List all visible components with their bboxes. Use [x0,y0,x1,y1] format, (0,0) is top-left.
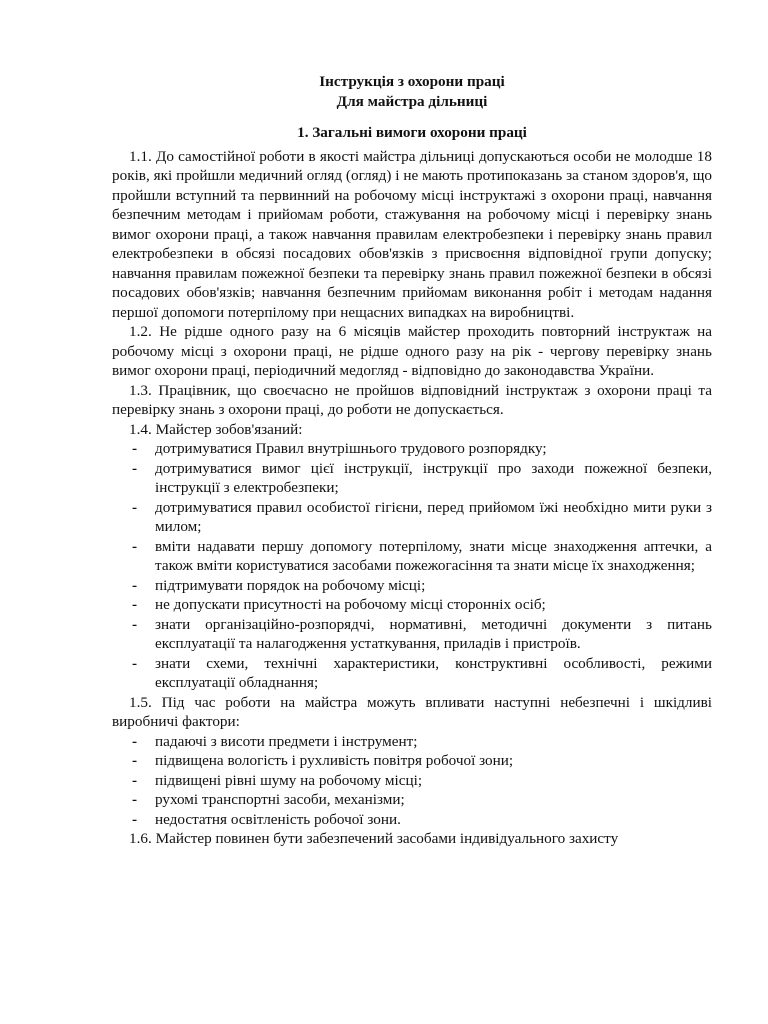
list-item [112,537,712,576]
dash-marker: - [132,791,138,808]
paragraph-1-3: 1.3. Працівник, що своєчасно не пройшов відповідний інструктаж з охорони праці та перевірку знань з охорони праці, до роботи не допускається. [112,381,712,418]
list-item [112,615,712,654]
list-item-text: вміти надавати першу допомогу потерпілому, знати місце знаходження аптечки, а також вміти користуватися засобами пожежогасіння та знати місце їх знаходження; [155,537,712,574]
paragraph-1-4: 1.4. Майстер зобов'язаний: [129,420,303,438]
list-item [112,595,712,615]
document-title: Інструкція з охорони праці [319,73,505,90]
list-item [112,576,712,596]
list-item [112,790,712,810]
list-item [112,751,712,771]
list-item-text: дотримуватися правил особистої гігієни, перед прийомом їжі необхідно мити руки з милом; [155,498,712,535]
paragraph-1-6: 1.6. Майстер повинен бути забезпечений засобами індивідуального захисту [129,830,619,847]
dash-marker: - [132,596,138,613]
list-item [112,810,712,830]
paragraph-1-2: 1.2. Не рідше одного разу на 6 місяців майстер проходить повторний інструктаж на робочому місці з охорони праці, не рідше одного разу на рік - чергову перевірку знань вимог охорони праці, періодичний медогляд - відповідно до законодавства України. [112,323,712,379]
dash-marker: - [132,752,138,769]
list-item-text: недостатня освітленість робочої зони. [155,810,401,828]
list-item-text: не допускати присутності на робочому місці сторонніх осіб; [155,596,546,613]
dash-marker: - [132,732,138,750]
dash-marker: - [132,771,138,789]
duties-list [112,439,712,693]
dash-marker: - [132,459,138,477]
list-item-text: знати схеми, технічні характеристики, конструктивні особливості, режими експлуатації обладнання; [155,654,712,691]
list-item-text: підтримувати порядок на робочому місці; [155,576,426,594]
list-item [112,732,712,752]
list-item [112,459,712,498]
document-subtitle: Для майстра дільниці [336,92,488,110]
list-item-text: рухомі транспортні засоби, механізми; [155,791,405,808]
dash-marker: - [132,537,138,555]
section-heading: 1. Загальні вимоги охорони праці [297,124,527,141]
list-item [112,654,712,693]
dash-marker: - [132,810,138,828]
list-item-text: дотримуватися Правил внутрішнього трудового розпорядку; [155,440,547,457]
dash-marker: - [132,615,138,633]
dash-marker: - [132,498,138,516]
dash-marker: - [132,440,138,457]
dash-marker: - [132,576,138,594]
list-item [112,771,712,791]
list-item [112,498,712,537]
list-item-text: дотримуватися вимог цієї інструкції, інструкції про заходи пожежної безпеки, інструкції з електробезпеки; [155,459,712,496]
paragraph-1-1: 1.1. До самостійної роботи в якості майстра дільниці допускаються особи не молодше 18 років, які пройшли медичний огляд (огляд) і не мають протипоказань за станом здоров'я, що пройшли вступний та первинний на робочому місці інструктажі з охорони праці, навчання безпечним методам і прийомам роботи, стажування на робочому місці і перевірку знань вимог охорони праці, а також навчання правилам електробезпеки і перевірку знань правил електробезпеки в обсязі посадових обов'язків з присвоєння відповідної групи допуску; навчання правилам пожежної безпеки та перевірку знань правил пожежної безпеки в обсязі посадових обов'язків; навчання безпечним прийомам виконання робіт і методам надання першої допомоги потерпілому при нещасних випадках на виробництві. [112,147,712,321]
document-page [112,72,712,849]
list-item-text: падаючі з висоти предмети і інструмент; [155,732,418,750]
list-item [112,439,712,459]
dash-marker: - [132,654,138,672]
paragraph-1-5: 1.5. Під час роботи на майстра можуть впливати наступні небезпечні і шкідливі виробничі фактори: [112,693,712,730]
list-item-text: підвищена вологість і рухливість повітря робочої зони; [155,752,514,769]
list-item-text: знати організаційно-розпорядчі, нормативні, методичні документи з питань експлуатації та налагодження устаткування, приладів і пристроїв. [155,615,712,652]
list-item-text: підвищені рівні шуму на робочому місці; [155,771,423,789]
hazards-list [112,732,712,830]
